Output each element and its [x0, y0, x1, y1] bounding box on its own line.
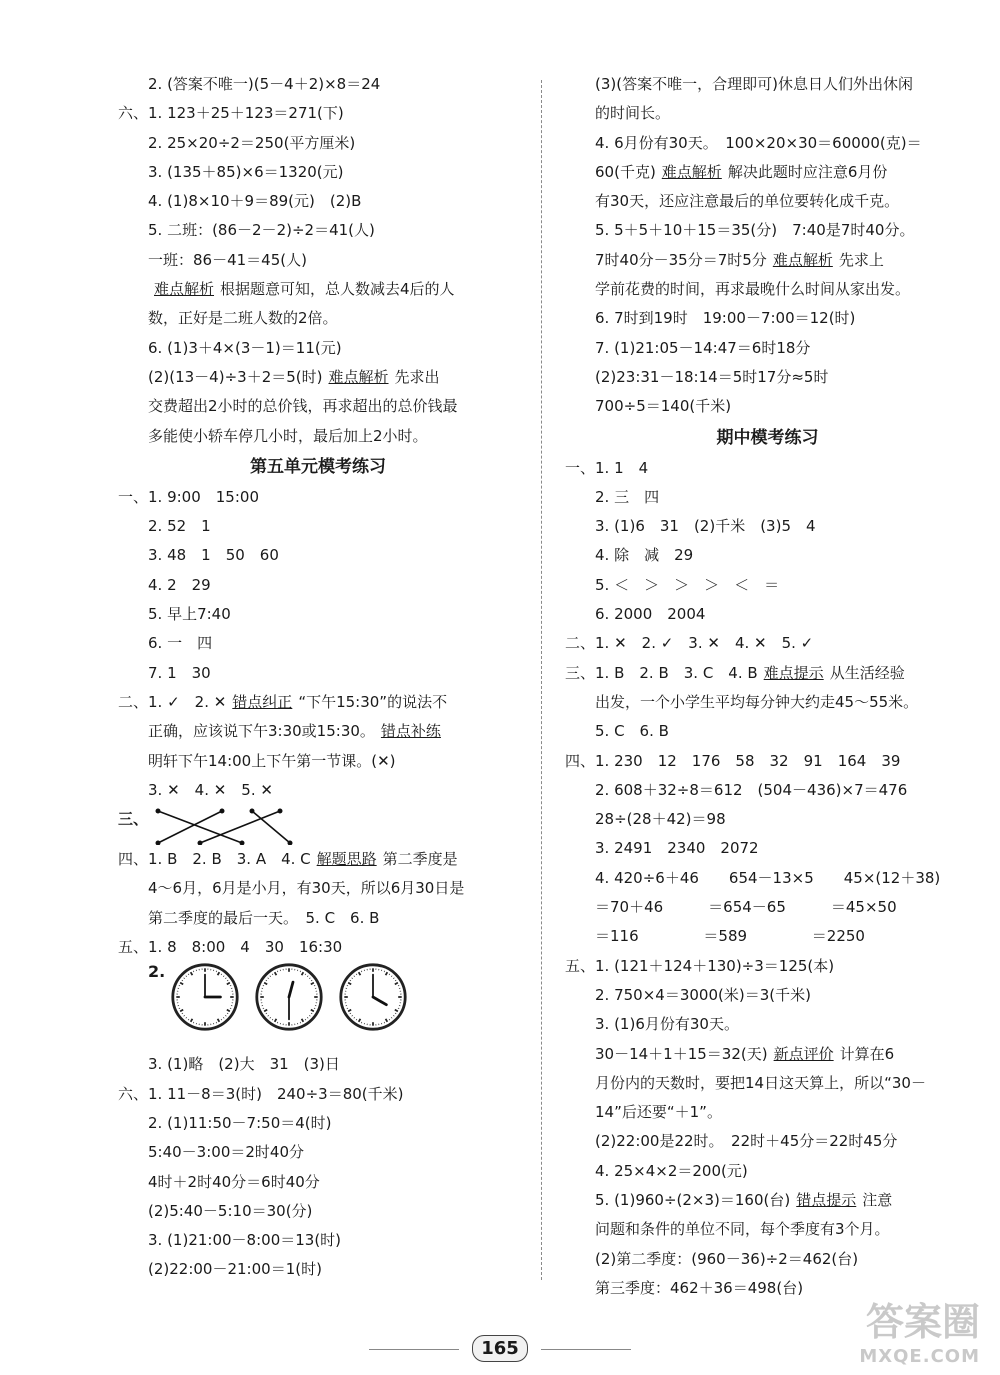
right-answer-line [565, 1245, 970, 1274]
footer-rule-right [541, 1349, 631, 1350]
right-answer-line [565, 747, 970, 776]
right-answer-line [565, 893, 970, 922]
answer-text: 2. 750×4＝3000(米)＝3(千米) [595, 985, 811, 1004]
answer-text: (2)22:00－21:00＝1(时) [148, 1260, 322, 1279]
left-answer-line [118, 1197, 518, 1226]
answer-text: 三、 [118, 810, 149, 829]
left-answer-line [118, 659, 518, 688]
answer-text-cont: 先求上 [838, 250, 884, 269]
right-answer-line [565, 981, 970, 1010]
right-answer-line [565, 1157, 970, 1186]
left-answer-line [118, 334, 518, 363]
answer-text: 四、1. B 2. B 3. A 4. C [118, 850, 311, 869]
answer-text: (2)(13－4)÷3＋2＝5(时) [148, 367, 323, 386]
page-footer [0, 1335, 1000, 1362]
right-answer-line [565, 216, 970, 245]
answer-text: 3. (1)6 31 (2)千米 (3)5 4 [595, 517, 816, 536]
answer-text: 4时＋2时40分＝6时40分 [148, 1172, 320, 1191]
left-answer-line [118, 275, 518, 304]
answer-text: 2. (答案不唯一)(5－4＋2)×8＝24 [148, 75, 381, 93]
watermark-title: 答案圈 [865, 1300, 980, 1344]
answer-text: 5. 二班：(86－2－2)÷2＝41(人) [148, 221, 375, 240]
answer-text: 学前花费的时间，再求最晚什么时间从家出发。 [595, 280, 911, 299]
annotation-tag: 难点解析 [154, 280, 215, 299]
answer-text: 5. (1)960÷(2×3)＝160(台) [595, 1190, 791, 1209]
answer-text: 4. 25×4×2＝200(元) [595, 1161, 748, 1180]
answer-text: 4. 6月份有30天。 100×20×30＝60000(克)＝ [595, 133, 922, 152]
clock-face [170, 962, 240, 1032]
left-column [118, 70, 518, 1285]
left-answer-line [118, 99, 518, 128]
answer-text: (3)(答案不唯一，合理即可)休息日人们外出休闲 [595, 75, 913, 93]
left-answer-line [118, 933, 518, 962]
answer-text: 2. 52 1 [148, 517, 211, 536]
clock-face [254, 962, 324, 1032]
left-answer-line [118, 1138, 518, 1167]
left-clock-row [118, 962, 518, 1050]
right-answer-line [565, 454, 970, 483]
answer-text: 3. (1)21:00－8:00＝13(时) [148, 1231, 342, 1250]
answer-text: 二、1. ✓ 2. ✕ [118, 692, 227, 711]
right-answer-line [565, 392, 970, 421]
right-answer-line [565, 717, 970, 746]
left-answer-line [118, 717, 518, 746]
left-answer-line [118, 246, 518, 275]
answer-text: 问题和条件的单位不同，每个季度有3个月。 [595, 1220, 890, 1239]
answer-text-cont: 解决此题时应注意6月份 [727, 162, 888, 181]
answer-text: 6. 2000 2004 [595, 605, 706, 624]
answer-text: 正确，应该说下午3:30或15:30。 [148, 722, 375, 741]
left-answer-line [118, 874, 518, 903]
answer-text: (2)第二季度：(960－36)÷2＝462(台) [595, 1249, 859, 1268]
answer-text: 4. 2 29 [148, 575, 211, 594]
left-answer-line [118, 571, 518, 600]
answer-text: 5:40－3:00＝2时40分 [148, 1143, 304, 1162]
left-answer-line [118, 512, 518, 541]
answer-text: 4～6月，6月是小月，有30天，所以6月30日是 [148, 879, 465, 898]
matching-lines [150, 805, 310, 845]
answer-text: 5. ＜ ＞ ＞ ＞ ＜ ＝ [595, 575, 780, 594]
answer-text: 700÷5＝140(千米) [595, 397, 732, 416]
column-divider [541, 80, 542, 1280]
answer-text: 一、1. 9:00 15:00 [118, 487, 259, 506]
annotation-tag: 错点补练 [380, 722, 441, 741]
clock-label: 2. [148, 962, 166, 982]
answer-text: 一、1. 1 4 [565, 458, 649, 477]
answer-text-cont: 从生活经验 [829, 663, 905, 682]
right-answer-line [565, 541, 970, 570]
left-answer-line [118, 1255, 518, 1284]
answer-text: 2. (1)11:50－7:50＝4(时) [148, 1113, 332, 1132]
right-answer-line [565, 483, 970, 512]
answer-text: 4. (1)8×10＋9＝89(元) (2)B [148, 192, 362, 211]
answer-text-cont: 先求出 [394, 367, 440, 386]
answer-text: 7时40分－35分＝7时5分 [595, 250, 767, 269]
left-answer-line [118, 904, 518, 933]
right-answer-line [565, 99, 970, 128]
right-answer-line [565, 187, 970, 216]
right-answer-line [565, 1010, 970, 1039]
annotation-tag: 新点评价 [773, 1044, 834, 1063]
answer-text: 二、1. ✕ 2. ✓ 3. ✕ 4. ✕ 5. ✓ [565, 634, 814, 653]
left-answer-line [118, 776, 518, 805]
left-matching-row [118, 805, 518, 845]
left-answer-line [118, 158, 518, 187]
left-answer-line [118, 1080, 518, 1109]
answer-text: 7. (1)21:05－14:47＝6时18分 [595, 338, 811, 357]
left-answer-line [118, 392, 518, 421]
answer-text: 7. 1 30 [148, 663, 211, 682]
right-section-title: 期中模考练习 [716, 427, 819, 448]
left-answer-line [118, 600, 518, 629]
answer-text-cont: 第二季度是 [382, 850, 458, 869]
answer-text: 明轩下午14:00上下午第一节课。(✕) [148, 751, 396, 770]
annotation-tag: 难点解析 [661, 162, 722, 181]
answer-text: 2. 25×20÷2＝250(平方厘米) [148, 133, 356, 152]
answer-text: 根据题意可知，总人数减去4后的人 [220, 280, 455, 299]
right-answer-line [565, 776, 970, 805]
answer-text: 5. C 6. B [595, 722, 669, 741]
annotation-tag: 难点提示 [763, 663, 824, 682]
answer-text: 五、1. (121＋124＋130)÷3＝125(本) [565, 956, 835, 975]
answer-text: 5. 5＋5＋10＋15＝35(分) 7:40是7时40分。 [595, 221, 915, 240]
answer-text: 2. 三 四 [595, 487, 660, 506]
right-answer-line [565, 1040, 970, 1069]
left-answer-line [118, 747, 518, 776]
answer-text: 3. (1)略 (2)大 31 (3)日 [148, 1055, 340, 1074]
right-answer-line [565, 246, 970, 275]
right-answer-line [565, 659, 970, 688]
answer-text: 的时间长。 [595, 104, 671, 123]
left-answer-line [118, 129, 518, 158]
left-answer-line [118, 1109, 518, 1138]
right-answer-line [565, 600, 970, 629]
right-answer-line [565, 629, 970, 658]
annotation-tag: 难点解析 [772, 250, 833, 269]
answer-text: 第三季度：462＋36＝498(台) [595, 1278, 804, 1297]
right-answer-line [565, 952, 970, 981]
clock-group [148, 962, 518, 1032]
answer-text: 出发，一个小学生平均每分钟大约走45～55米。 [595, 692, 919, 711]
right-answer-line [565, 334, 970, 363]
answer-text: 5. 早上7:40 [148, 605, 231, 624]
right-answer-line [565, 1186, 970, 1215]
answer-text: ＝70＋46 ＝654－65 ＝45×50 [595, 898, 897, 917]
left-answer-line [118, 629, 518, 658]
right-answer-line [565, 1127, 970, 1156]
answer-text: (2)23:31－18:14＝5时17分≈5时 [595, 367, 829, 386]
answer-text-cont: “下午15:30”的说法不 [298, 692, 448, 711]
left-answer-line [118, 541, 518, 570]
answer-text: 数，正好是二班人数的2倍。 [148, 309, 338, 328]
answer-text-cont: 注意 [862, 1190, 893, 1209]
left-answer-line [118, 1226, 518, 1255]
footer-rule-left [369, 1349, 459, 1350]
right-answer-line [565, 805, 970, 834]
answer-text: 6. 7时到19时 19:00－7:00＝12(时) [595, 309, 856, 328]
right-answer-line [565, 1215, 970, 1244]
watermark [859, 1291, 980, 1367]
answer-text: 6. 一 四 [148, 634, 213, 653]
page-number: 165 [472, 1335, 528, 1362]
right-answer-line [565, 834, 970, 863]
right-answer-line [565, 70, 970, 99]
answer-text: 4. 420÷6＋46 654－13×5 45×(12＋38) [595, 868, 941, 887]
left-answer-line [118, 304, 518, 333]
left-answer-line [118, 845, 518, 874]
right-answer-line [565, 512, 970, 541]
answer-text: 三、1. B 2. B 3. C 4. B [565, 663, 758, 682]
annotation-tag: 解题思路 [316, 850, 377, 869]
answer-text: 3. 2491 2340 2072 [595, 839, 759, 858]
right-answer-line [565, 688, 970, 717]
clock-face [338, 962, 408, 1032]
right-answer-line [565, 1098, 970, 1127]
answer-text: 第二季度的最后一天。 5. C 6. B [148, 908, 380, 927]
answer-text: (2)5:40－5:10＝30(分) [148, 1201, 313, 1220]
answer-text: 3. ✕ 4. ✕ 5. ✕ [148, 780, 273, 799]
answer-text: 3. 48 1 50 60 [148, 546, 279, 565]
right-column [565, 70, 970, 1303]
answer-text: 28÷(28＋42)＝98 [595, 810, 726, 829]
right-answer-line [565, 864, 970, 893]
answer-text: 60(千克) [595, 162, 656, 181]
answer-text-cont: 计算在6 [839, 1044, 895, 1063]
answer-text: 一班：86－41＝45(人) [148, 250, 307, 269]
left-answer-line [118, 70, 518, 99]
left-section-title: 第五单元模考练习 [250, 456, 386, 477]
right-answer-line [565, 571, 970, 600]
watermark-url: MXQE.COM [859, 1346, 980, 1367]
left-answer-line [118, 483, 518, 512]
annotation-tag: 错点纠正 [232, 692, 293, 711]
answer-text: 3. (1)6月份有30天。 [595, 1015, 739, 1034]
annotation-tag: 错点提示 [796, 1190, 857, 1209]
answer-text: 五、1. 8 8:00 4 30 16:30 [118, 938, 343, 957]
left-answer-line [118, 187, 518, 216]
answer-text: 四、1. 230 12 176 58 32 91 164 39 [565, 751, 901, 770]
answer-text: (2)22:00是22时。 22时＋45分＝22时45分 [595, 1132, 898, 1151]
left-answer-line [118, 363, 518, 392]
left-answer-line [118, 1168, 518, 1197]
answer-text: 六、1. 11－8＝3(时) 240÷3＝80(千米) [118, 1084, 404, 1103]
answer-text: 交费超出2小时的总价钱，再求超出的总价钱最 [148, 397, 458, 416]
answer-text: ＝116 ＝589 ＝2250 [595, 927, 865, 946]
answer-text: 多能使小轿车停几小时，最后加上2小时。 [148, 426, 428, 445]
right-answer-line [565, 158, 970, 187]
right-answer-line [565, 275, 970, 304]
answer-text: 14”后还要“＋1”。 [595, 1103, 722, 1122]
answer-text: 六、1. 123＋25＋123＝271(下) [118, 104, 344, 123]
answer-text: 30－14＋1＋15＝32(天) [595, 1044, 768, 1063]
annotation-tag: 难点解析 [328, 367, 389, 386]
right-answer-line [565, 304, 970, 333]
right-answer-line [565, 1069, 970, 1098]
answer-text: 有30天，还应注意最后的单位要转化成千克。 [595, 192, 900, 211]
right-answer-line [565, 922, 970, 951]
left-answer-line [118, 1050, 518, 1079]
left-answer-line [118, 688, 518, 717]
right-answer-line [565, 363, 970, 392]
left-answer-line [118, 422, 518, 451]
answer-text: 2. 608＋32÷8＝612 (504－436)×7＝476 [595, 780, 908, 799]
answer-text: 3. (135＋85)×6＝1320(元) [148, 162, 344, 181]
left-answer-line [118, 216, 518, 245]
answer-text: 月份内的天数时，要把14日这天算上，所以“30－ [595, 1073, 926, 1092]
right-answer-line [565, 129, 970, 158]
answer-text: 6. (1)3＋4×(3－1)＝11(元) [148, 338, 342, 357]
answer-text: 4. 除 减 29 [595, 546, 694, 565]
